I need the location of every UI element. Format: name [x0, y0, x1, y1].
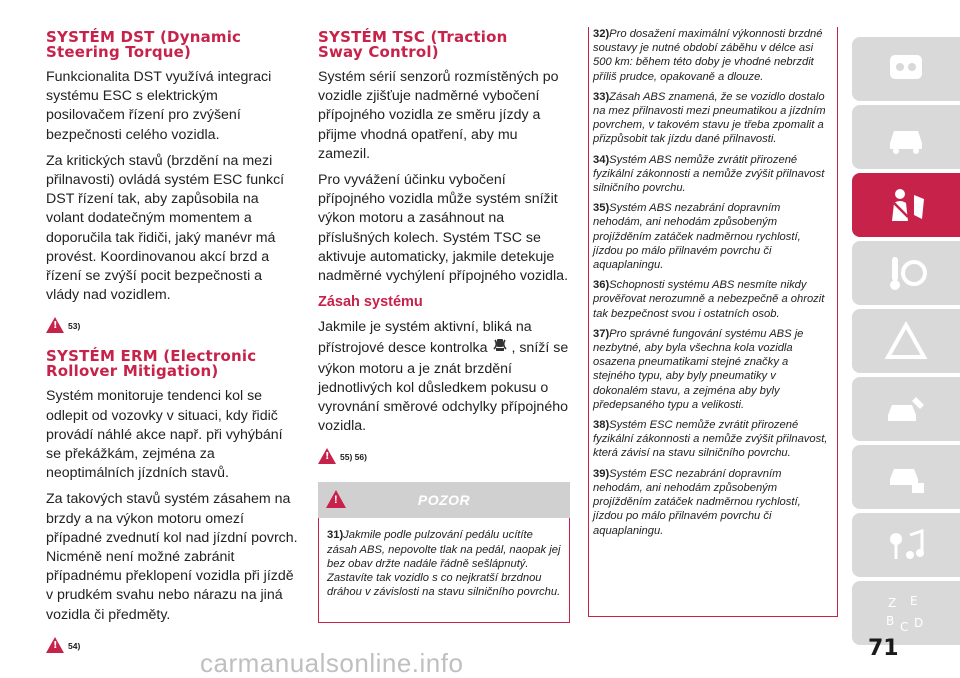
car-data-icon	[884, 457, 928, 497]
pozor-box	[318, 482, 570, 623]
pozor-title: POZOR	[417, 492, 471, 509]
note-31	[327, 528, 561, 599]
erm-heading-line-1: SYSTÉM ERM (Electronic	[46, 347, 257, 366]
key-steering-icon	[884, 253, 928, 293]
tab-technical-data[interactable]	[852, 445, 960, 509]
dst-paragraph-1: Funkcionalita DST využívá integraci systému ESC s elektrickým posilovačem řízení pro zvýšení bezpečnosti celého vozidla.	[46, 69, 272, 143]
dst-warning-ref[interactable]	[46, 315, 298, 333]
tab-dashboard[interactable]	[852, 37, 960, 101]
note-33: 33)Zásah ABS znamená, že se vozidlo dostalo na mez přilnavosti mezi pneumatikou a jízdním povrchem, v takovém stavu je třeba zpomalit a přizpůsobit tak jízdu dané přilnavosti.	[593, 90, 826, 146]
erm-heading	[46, 349, 298, 379]
note-39: 39)Systém ESC nezabrání dopravním nehodám, ani nehodám způsobeným projížděním zatáček nadměrnou rychlostí, jízdou po málo přilnavém povrchu či aquaplaningu.	[593, 467, 801, 537]
svg-text:Z: Z	[888, 596, 897, 610]
erm-heading-line-2: Rollover Mitigation)	[46, 362, 219, 381]
note-31-number: 31)	[327, 529, 344, 542]
pozor-header	[318, 482, 570, 518]
tsc-heading-line-2: Sway Control)	[318, 43, 439, 61]
column-left	[46, 30, 298, 669]
tab-maintenance[interactable]	[852, 377, 960, 441]
dst-heading	[46, 30, 298, 60]
svg-text:B: B	[886, 614, 895, 628]
warning-triangle-icon	[884, 321, 928, 361]
zasah-text-b: , sníží se výkon motoru a je znát brzdění jednotlivých kol důsledkem pokusu o vyrovnání směrové odchylky přípojného vozidla.	[318, 340, 569, 435]
dst-paragraph-2: Za kritických stavů (brzdění na mezi přilnavosti) ovládá systém ESC funkcí DST řízení tak, aby zapůsobila na volant dodatečným momentem a doporučila tak řidiči, jaký manévr má provést. Koordinovanou akcí brzd a řízení se zvýší pocit bezpečnosti a vlády nad vozidlem.	[46, 152, 285, 304]
chapter-tabs	[852, 37, 960, 649]
tab-multimedia[interactable]	[852, 513, 960, 577]
note-36: 36)Schopnosti systému ABS nesmíte nikdy prověřovat nerozumně a nebezpečně a ohrozit tak bezpečnost svou i ostatních osob.	[593, 279, 825, 320]
tsc-heading-line-1: SYSTÉM TSC (Traction	[318, 28, 508, 46]
note-37: 37)Pro správné fungování systému ABS je nezbytné, aby byla všechna kola vozidla osazena pneumatikami stejné značky a stejného typu, aby byly pneumatiky v dokonalém stavu, a zejména aby byly předepsaného typu a velikosti.	[593, 327, 804, 411]
page-number: 71	[868, 636, 899, 661]
note-38: 38)Systém ESC nemůže zvrátit přirozené fyzikální zákonnosti a nemůže zvýšit přilnavost, která závisí na stavu silničního povrchu.	[593, 419, 828, 460]
multimedia-icon	[884, 525, 928, 565]
index-letters-icon	[884, 593, 928, 633]
tab-emergency[interactable]	[852, 309, 960, 373]
dst-ref-number: 53)	[68, 321, 81, 332]
seatbelt-airbag-icon	[884, 185, 928, 225]
svg-text:C: C	[900, 620, 909, 633]
zasah-paragraph	[318, 318, 570, 436]
warning-triangle-icon	[46, 637, 64, 653]
warning-triangle-icon	[46, 317, 64, 333]
pozor-body	[318, 518, 570, 623]
tab-safety[interactable]	[852, 173, 960, 237]
note-31-text: Jakmile podle pulzování pedálu ucítíte zásah ABS, nepovolte tlak na pedál, naopak jej bez obav držte nadále řádně sešlápnutý. Zastavíte tak vozidlo s co nejkratší brzdnou dráhou v závislosti na stavu silničního povrchu.	[327, 529, 561, 599]
zasah-heading: Zásah systému	[318, 294, 423, 311]
tab-start-drive[interactable]	[852, 241, 960, 305]
warning-triangle-icon	[318, 448, 336, 464]
tsc-paragraph-1: Systém sérií senzorů rozmístěných po vozidle zjišťuje nadměrné vybočení přípojného vozidla ze směru jízdy a přijme vhodná opatření, aby mu zamezil.	[318, 69, 559, 162]
note-34: 34)Systém ABS nemůže zvrátit přirozené fyzikální zákonnosti a nemůže zvýšit přilnavost silničního povrchu.	[593, 153, 825, 195]
warning-triangle-icon	[326, 490, 346, 508]
tsc-warning-ref[interactable]	[318, 446, 570, 464]
column-right-notes	[588, 27, 838, 617]
tsc-paragraph-2: Pro vyvážení účinku vybočení přípojného vozidla může systém snížit výkon motoru a zasáhnout na příslušných kolech. Systém TSC se aktivuje automaticky, jakmile detekuje nadměrné vychýlení přípojného vozidla.	[318, 172, 569, 285]
erm-ref-number: 54)	[68, 640, 81, 651]
tsc-heading	[318, 30, 570, 60]
footer-watermark: carmanualsonline.info	[200, 648, 464, 678]
svg-text:D: D	[914, 616, 924, 630]
dst-heading-line-1: SYSTÉM DST (Dynamic	[46, 28, 242, 46]
erm-paragraph-2: Za takových stavů systém zásahem na brzdy a na výkon motoru omezí případné zvednutí kol nad jízdní povrch. Nicméně není možné zabránit případnému překlopení vozidla při jízdě v prudkém svahu nebo nárazu na jiná vozidla či předměty.	[46, 491, 298, 623]
tsc-ref-number: 55) 56)	[340, 452, 367, 463]
car-dashboard-icon	[884, 49, 928, 89]
trailer-sway-warning-icon	[492, 337, 508, 359]
column-middle	[318, 30, 570, 623]
car-lights-icon	[884, 117, 928, 157]
car-wrench-icon	[884, 389, 928, 429]
erm-paragraph-1: Systém monitoruje tendenci kol se odlepit od vozovky v situaci, kdy řidič provádí náhlé akce např. při vyhýbání se překážkám, zejména za neoptimálních jízdních stavů.	[46, 388, 283, 482]
svg-text:E: E	[910, 594, 918, 608]
note-35: 35)Systém ABS nezabrání dopravním nehodám, ani nehodám způsobeným projížděním zatáček nadměrnou rychlostí, jízdou po málo přilnavém povrchu či aquaplaningu.	[593, 202, 801, 272]
tab-lights[interactable]	[852, 105, 960, 169]
note-32: 32)Pro dosažení maximální výkonnosti brzdné soustavy je nutné období záběhu v délce asi 500 km: během této doby je vhodné nebrzdit příliš prudce, opakovaně a dlouze.	[593, 28, 823, 83]
zasah-text-a: Jakmile je systém aktivní, bliká na přístrojové desce kontrolka	[318, 319, 532, 357]
dst-heading-line-2: Steering Torque)	[46, 43, 192, 61]
